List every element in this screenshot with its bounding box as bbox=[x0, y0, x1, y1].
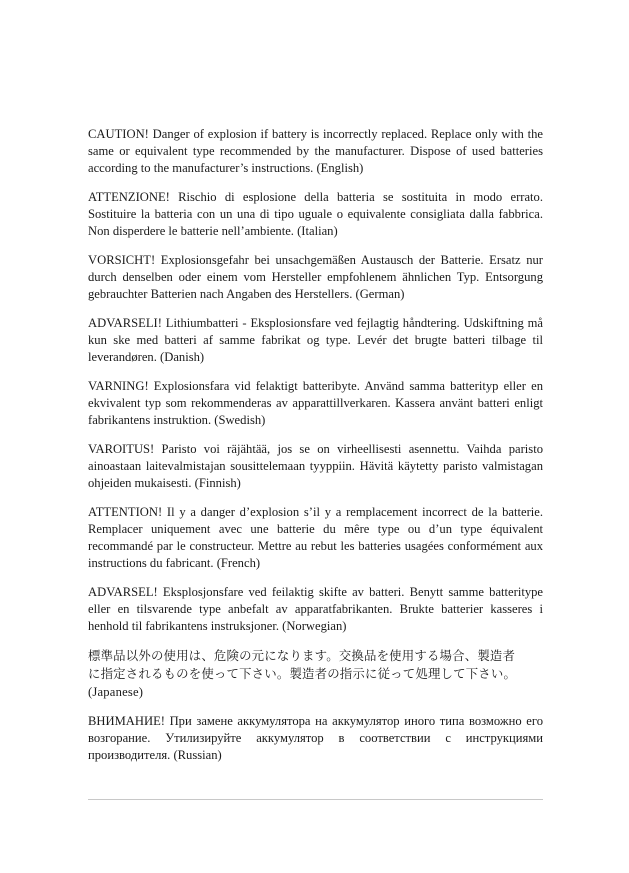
warning-norwegian: ADVARSEL! Eksplosjonsfare ved feilaktig skifte av batteri. Benytt samme batteritype eller en tilsvarende type anbefalt av apparatfabrikanten. Brukte batterier kasseres i henhold til fabrikantens instruksjoner. (Norwegian) bbox=[88, 585, 543, 633]
warning-english: CAUTION! Danger of explosion if battery is incorrectly replaced. Replace only with the same or equivalent type recommended by the manufacturer. Dispose of used batteries according to the manufacturer’s instructions. (English) bbox=[88, 127, 543, 175]
warning-japanese bbox=[88, 647, 543, 701]
warning-japanese-lang: (Japanese) bbox=[88, 685, 144, 699]
warning-japanese-line-2: に指定されるものを使って下さい。製造者の指示に従って処理して下さい。 bbox=[88, 666, 517, 681]
warning-german: VORSICHT! Explosionsgefahr bei unsachgemäßen Austausch der Batterie. Ersatz nur durch denselben oder einem vom Hersteller empfohlenem ähnlichen Typ. Entsorgung gebrauchter Batterien nach Angaben des Herstellers. (German) bbox=[88, 253, 543, 301]
warning-finnish: VAROITUS! Paristo voi räjähtää, jos se on virheellisesti asennettu. Vaihda paristo ainoastaan laitevalmistajan sousittelemaan tyyppiin. Hävitä käytetty paristo valmistagan ohjeiden mukaisesti. (Finnish) bbox=[88, 442, 543, 490]
warning-swedish: VARNING! Explosionsfara vid felaktigt batteribyte. Använd samma batterityp eller en ekvivalent typ som rekommenderas av apparattillverkaren. Kassera använt batteri enligt fabrikantens instruktion. (Swedish) bbox=[88, 379, 543, 427]
warning-japanese-line-1: 標準品以外の使用は、危険の元になります。交換品を使用する場合、製造者 bbox=[88, 648, 516, 663]
battery-warnings-document bbox=[88, 126, 543, 776]
footer-divider bbox=[88, 799, 543, 800]
warning-danish: ADVARSELI! Lithiumbatteri - Eksplosionsfare ved fejlagtig håndtering. Udskiftning må kun ske med batteri af samme fabrikat og type. Levér det brugte batteri tilbage til leverandøren. (Danish) bbox=[88, 316, 543, 364]
warning-french: ATTENTION! Il y a danger d’explosion s’il y a remplacement incorrect de la batterie. Remplacer uniquement avec une batterie du mêre type ou d’un type équivalent recommandé par le constructeur. Mettre au rebut les batteries usagées conformément aux instructions du fabricant. (French) bbox=[88, 505, 543, 570]
warning-italian: ATTENZIONE! Rischio di esplosione della batteria se sostituita in modo errato. Sostituire la batteria con un una di tipo uguale o equivalente consigliata dalla fabbrica. Non disperdere le batterie nell’ambiente. (Italian) bbox=[88, 190, 543, 238]
warning-russian: ВНИМАНИЕ! При замене аккумулятора на аккумулятор иного типа возможно его возгорание. Утилизируйте аккумулятор в соответствии с инструкциями производителя. (Russian) bbox=[88, 714, 543, 762]
